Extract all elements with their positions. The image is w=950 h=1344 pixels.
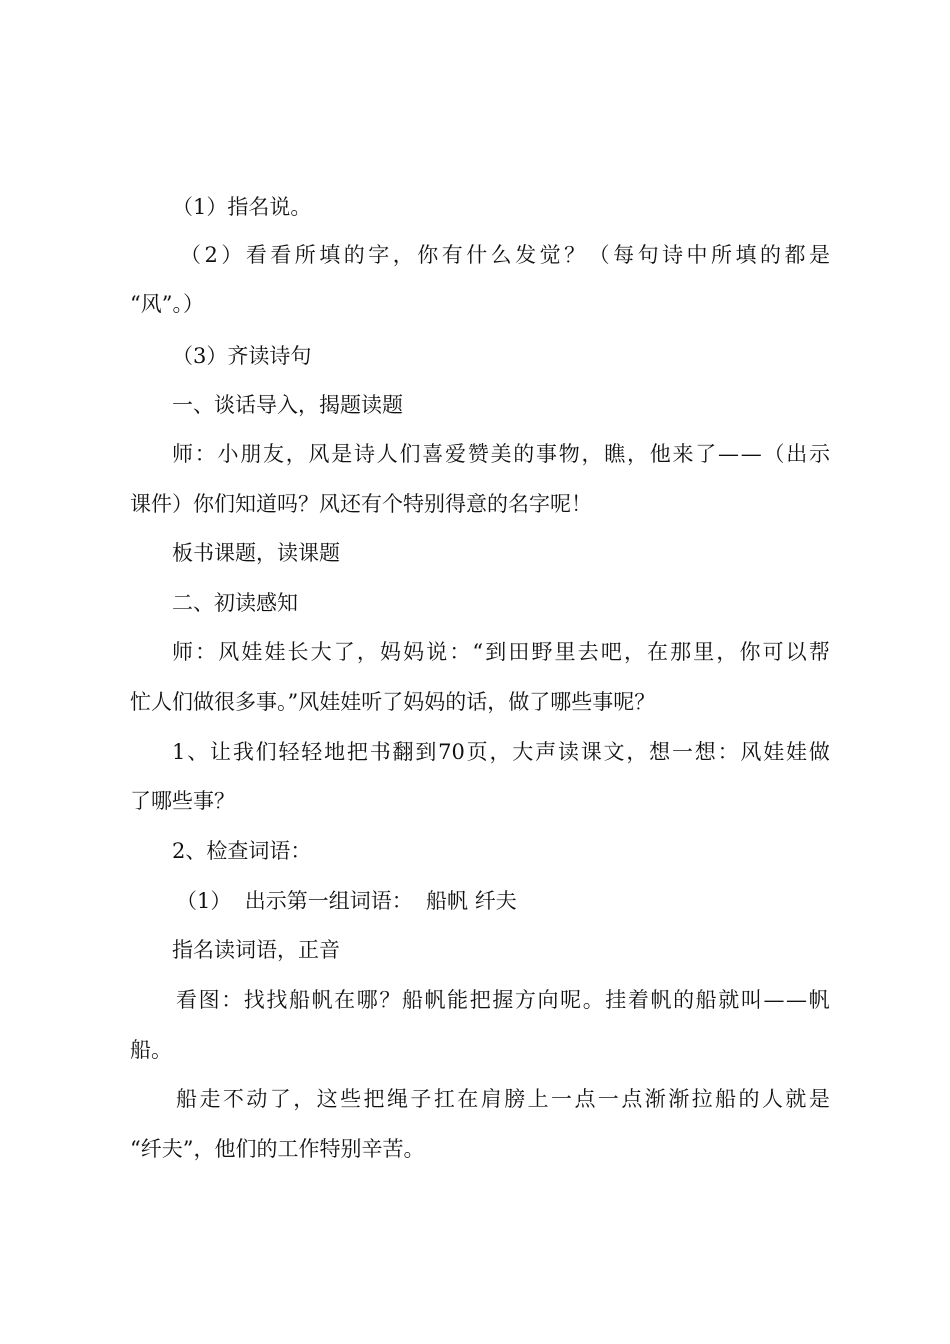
paragraph-line: 师 ： 风 娃 娃 长 大 了 ， 妈 妈 说 ： “ 到 田 野 里 去 吧 ， 在 那 里 ， 你 可 以 帮 (172, 640, 830, 664)
paragraph-line: 课件）你们知道吗？风还有个特别得意的名字呢！ (130, 492, 592, 516)
paragraph-line: （3）齐读诗句 (172, 344, 312, 368)
paragraph-line: 了哪些事？ (130, 789, 235, 813)
section-heading: 一、谈话导入，揭题读题 (172, 393, 403, 417)
paragraph-line: 忙人们做很多事。”风娃娃听了妈妈的话，做了哪些事呢？ (130, 690, 656, 714)
paragraph-line: “纤夫”，他们的工作特别辛苦。 (130, 1137, 425, 1161)
paragraph-line: 师 ： 小 朋 友 ， 风 是 诗 人 们 喜 爱 赞 美 的 事 物 ， 瞧 ， 他 来 了 — — （ 出 示 (172, 442, 830, 466)
paragraph-line: 1 、 让 我 们 轻 轻 地 把 书 翻 到 70 页 ， 大 声 读 课 文 ， 想 一 想 ： 风 娃 娃 做 (172, 740, 830, 764)
paragraph-line: 看 图 ： 找 找 船 帆 在 哪 ？ 船 帆 能 把 握 方 向 呢 。 挂 着 帆 的 船 就 叫 — — 帆 (176, 988, 830, 1012)
paragraph-line: （ 2 ） 看 看 所 填 的 字 ， 你 有 什 么 发 觉 ？ （ 每 句 诗 中 所 填 的 都 是 (180, 243, 830, 267)
paragraph-line: 指名读词语，正音 (172, 938, 340, 962)
paragraph-line: （1） 出示第一组词语： 船帆 纤夫 (176, 889, 517, 913)
section-heading: 二、初读感知 (172, 591, 298, 615)
paragraph-line: “风”。） (130, 292, 204, 316)
paragraph-line: 板书课题，读课题 (172, 541, 340, 565)
paragraph-line: （1）指名说。 (172, 195, 312, 219)
paragraph-line: 船。 (130, 1038, 172, 1062)
paragraph-line: 船 走 不 动 了 ， 这 些 把 绳 子 扛 在 肩 膀 上 一 点 一 点 渐 渐 拉 船 的 人 就 是 (176, 1087, 830, 1111)
paragraph-line: 2、检查词语： (172, 839, 312, 863)
